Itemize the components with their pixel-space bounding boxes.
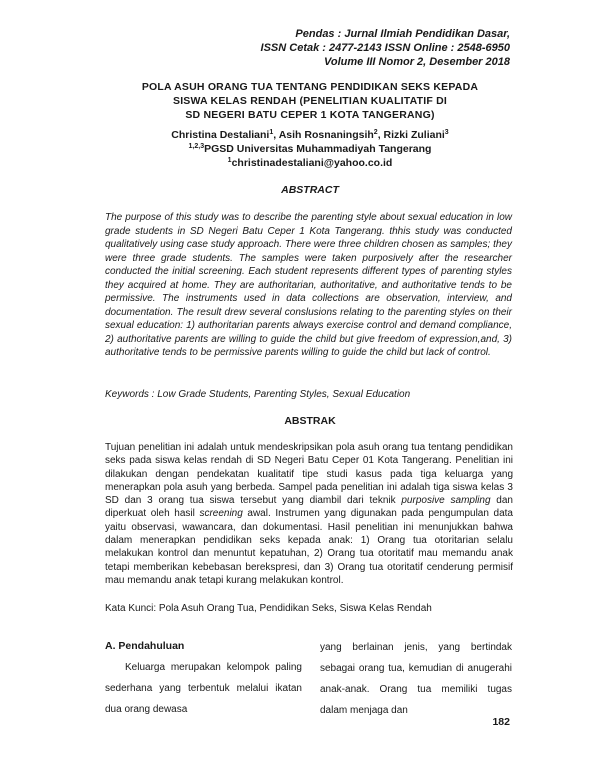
author-2-sup: 2 bbox=[373, 129, 378, 136]
author-separator: , bbox=[377, 129, 384, 141]
abstrak-text-part: awal. Instrumen yang digunakan pada pengumpulan data yaitu observasi, wawancara, dan dokumentasi. Hasil penelitian ini menunjukkan bahwa dalam menerapkan pendidikan seks kepada anak: 1) Orang tua otoritarian selalu melakukan kontrol dan menuntut kepatuhan, 2) Orang tua otoritatif mau memandu anak tetapi memberikan kebebasan berekspresi, dan 3) Orang tua otoritatif cenderung permisif mau memandu anak tetapi kurang melakukan kontrol. bbox=[105, 508, 513, 586]
affiliation bbox=[105, 142, 515, 156]
abstract-heading: ABSTRACT bbox=[281, 184, 339, 196]
author-3-sup: 3 bbox=[444, 129, 449, 136]
email-text: christinadestaliani@yahoo.co.id bbox=[231, 157, 393, 169]
body-left-column bbox=[105, 639, 302, 720]
abstrak-text-part: Tujuan penelitian ini adalah untuk mendeskripsikan pola asuh orang tua tentang pendidikan seks pada siswa kelas rendah di SD Negeri Batu Ceper 01 Kota Tangerang. Penelitian ini dilakukan dengan pendekatan kualitatif tipe studi kasus pada tiga keluarga yang menerapkan pola asuh yang berbeda. Sampel pada penelitian ini adalah tiga siswa kelas 3 SD dan 3 orang tua siswa tersebut yang diambil dari teknik bbox=[105, 442, 513, 507]
page-number: 182 bbox=[492, 716, 510, 728]
author-separator: , bbox=[273, 129, 279, 141]
author-3: Rizki Zuliani bbox=[383, 129, 445, 141]
author-names bbox=[105, 128, 515, 142]
author-1-sup: 1 bbox=[269, 129, 274, 136]
paper-title bbox=[105, 80, 515, 122]
title-line-2: SISWA KELAS RENDAH (PENELITIAN KUALITATIF DI bbox=[172, 95, 448, 107]
journal-header bbox=[261, 27, 510, 69]
abstrak-emphasis: purposive sampling bbox=[401, 495, 491, 507]
affiliation-text: PGSD Universitas Muhammadiyah Tangerang bbox=[204, 143, 432, 155]
title-line-1: POLA ASUH ORANG TUA TENTANG PENDIDIKAN SEKS KEPADA bbox=[141, 81, 479, 93]
email-sup: 1 bbox=[227, 157, 232, 164]
journal-name: Pendas : Jurnal Ilmiah Pendidikan Dasar, bbox=[295, 28, 510, 40]
author-1: Christina Destaliani bbox=[171, 129, 270, 141]
title-line-3: SD NEGERI BATU CEPER 1 KOTA TANGERANG) bbox=[185, 109, 435, 121]
kata-kunci: Kata Kunci: Pola Asuh Orang Tua, Pendidikan Seks, Siswa Kelas Rendah bbox=[105, 603, 432, 614]
abstrak-heading: ABSTRAK bbox=[284, 415, 336, 427]
body-paragraph: yang berlainan jenis, yang bertindak sebagai orang tua, kemudian di anugerahi anak-anak. Orang tua memiliki tugas dalam menjaga dan bbox=[320, 642, 512, 716]
keywords: Keywords : Low Grade Students, Parenting Styles, Sexual Education bbox=[105, 389, 411, 400]
abstrak-text-part: dan diperkuat oleh hasil bbox=[105, 495, 513, 520]
author-block bbox=[105, 128, 515, 170]
email bbox=[105, 156, 515, 170]
abstrak-text bbox=[105, 441, 513, 587]
abstrak-emphasis: screening bbox=[199, 508, 243, 520]
author-2: Asih Rosnaningsih bbox=[278, 129, 374, 141]
journal-volume: Volume III Nomor 2, Desember 2018 bbox=[323, 56, 510, 68]
journal-issn: ISSN Cetak : 2477-2143 ISSN Online : 2548-6950 bbox=[260, 42, 510, 54]
abstract-text: The purpose of this study was to describe the parenting style about sexual education in low grade students in SD Negeri Batu Ceper 1 Kota Tangerang. thhis study was conducted qualitatively using case study approach. There were three children chosen as samples; they were three grade students. The samples were taken purposively after the researcher conducted the initial screening. Each student represents different types of parenting styles they acquired at home. They are authoritarian, authoritative, and authoritative tends to be permissive. The instruments used in data collections are observation, interview, and documentation. The result drew several conslusions relating to the parenting styles on their sexual education: 1) authoritarian parents always exercise control and demand compliance, 2) authoritative parents are willing to guide the child but give freedom of expression,and, 3) authoritative tends to be permissive parents willing to guide the child but lack of control. bbox=[105, 212, 512, 358]
section-heading: A. Pendahuluan bbox=[105, 640, 185, 652]
body-right-column bbox=[320, 637, 512, 721]
affiliation-sup: 1,2,3 bbox=[188, 143, 205, 150]
body-paragraph: Keluarga merupakan kelompok paling sederhana yang terbentuk melalui ikatan dua orang dewasa bbox=[105, 662, 302, 715]
